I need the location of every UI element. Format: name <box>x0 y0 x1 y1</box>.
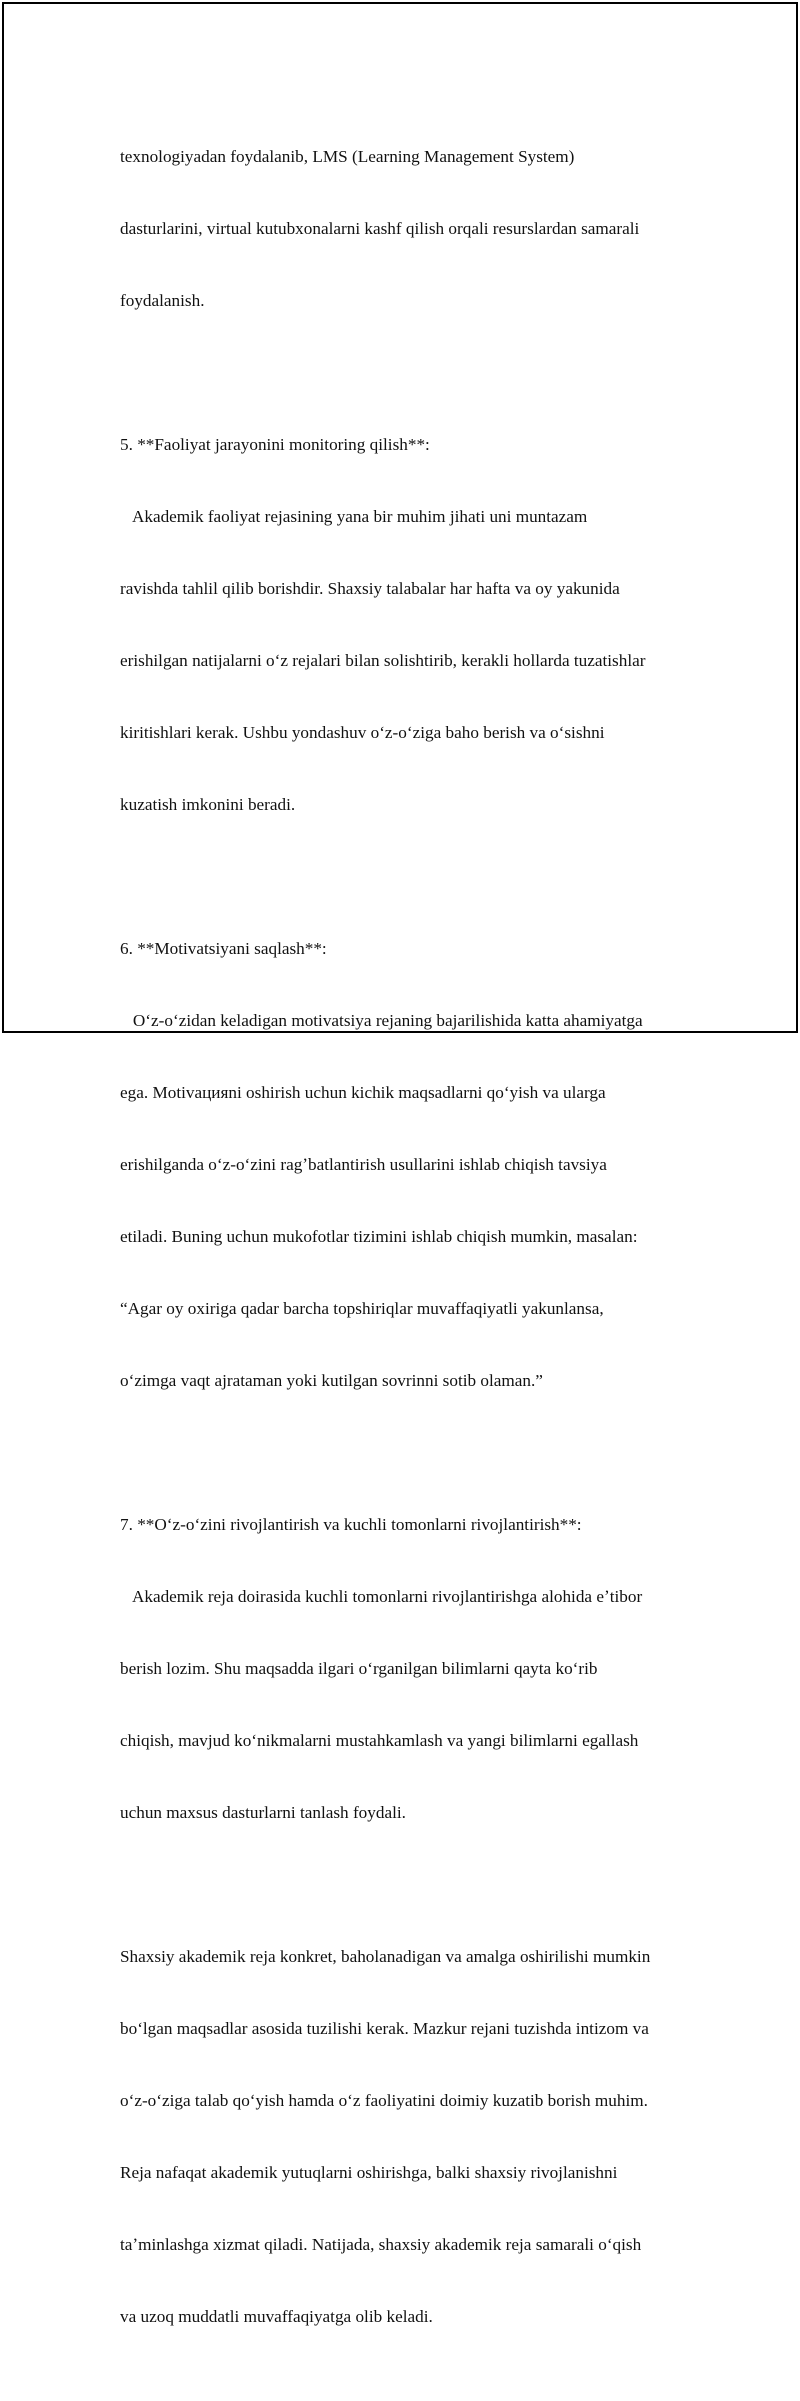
text-line: va uzoq muddatli muvaffaqiyatga olib keladi. <box>120 2307 433 2326</box>
text-line: kuzatish imkonini beradi. <box>120 795 296 814</box>
paragraph-conclusion <box>120 1897 700 2377</box>
text-line: “Agar oy oxiriga qadar barcha topshiriqlar muvaffaqiyatli yakunlansa, <box>120 1299 604 1318</box>
text-line: erishilganda oʻz-oʻzini ragʼbatlantirish usullarini ishlab chiqish tavsiya <box>120 1155 607 1174</box>
section-heading: 6. **Motivatsiyani saqlash**: <box>120 939 327 958</box>
text-line: ravishda tahlil qilib borishdir. Shaxsiy talabalar har hafta va oy yakunida <box>120 579 620 598</box>
section-7-self-development <box>120 1465 700 1873</box>
text-line: Akademik reja doirasida kuchli tomonlarni rivojlantirishga alohida eʼtibor <box>120 1587 643 1606</box>
text-line: ega. Motivацияni oshirish uchun kichik maqsadlarni qoʻyish va ularga <box>120 1083 606 1102</box>
section-heading: 7. **Oʻz-oʻzini rivojlantirish va kuchli tomonlarni rivojlantirish**: <box>120 1515 582 1534</box>
text-line: chiqish, mavjud koʻnikmalarni mustahkamlash va yangi bilimlarni egallash <box>120 1731 639 1750</box>
text-line: Akademik faoliyat rejasining yana bir muhim jihati uni muntazam <box>120 507 588 526</box>
text-line: kiritishlari kerak. Ushbu yondashuv oʻz-oʻziga baho berish va oʻsishni <box>120 723 605 742</box>
text-line: boʻlgan maqsadlar asosida tuzilishi kerak. Mazkur rejani tuzishda intizom va <box>120 2019 649 2038</box>
section-6-motivation <box>120 889 700 1441</box>
text-line: Shaxsiy akademik reja konkret, baholanadigan va amalga oshirilishi mumkin <box>120 1947 651 1966</box>
paragraph-intro-continuation <box>120 97 700 361</box>
text-line: taʼminlashga xizmat qiladi. Natijada, shaxsiy akademik reja samarali oʻqish <box>120 2235 642 2254</box>
page-frame <box>2 2 798 2326</box>
document-body <box>120 97 700 2401</box>
text-line: Reja nafaqat akademik yutuqlarni oshirishga, balki shaxsiy rivojlanishni <box>120 2163 618 2182</box>
text-line: erishilgan natijalarni oʻz rejalari bilan solishtirib, kerakli hollarda tuzatishlar <box>120 651 646 670</box>
text-line: uchun maxsus dasturlarni tanlash foydali. <box>120 1803 406 1822</box>
text-line: Oʻz-oʻzidan keladigan motivatsiya rejaning bajarilishida katta ahamiyatga <box>120 1011 643 1030</box>
text-line: texnologiyadan foydalanib, LMS (Learning Management System) <box>120 147 575 166</box>
text-line: foydalanish. <box>120 291 205 310</box>
text-line: oʻzimga vaqt ajrataman yoki kutilgan sovrinni sotib olaman.” <box>120 1371 543 1390</box>
text-line: etiladi. Buning uchun mukofotlar tizimini ishlab chiqish mumkin, masalan: <box>120 1227 638 1246</box>
text-line: berish lozim. Shu maqsadda ilgari oʻrganilgan bilimlarni qayta koʻrib <box>120 1659 598 1678</box>
text-line: dasturlarini, virtual kutubxonalarni kashf qilish orqali resurslardan samarali <box>120 219 640 238</box>
section-5-monitoring <box>120 385 700 865</box>
section-heading: 5. **Faoliyat jarayonini monitoring qilish**: <box>120 435 430 454</box>
text-line: oʻz-oʻziga talab qoʻyish hamda oʻz faoliyatini doimiy kuzatib borish muhim. <box>120 2091 648 2110</box>
